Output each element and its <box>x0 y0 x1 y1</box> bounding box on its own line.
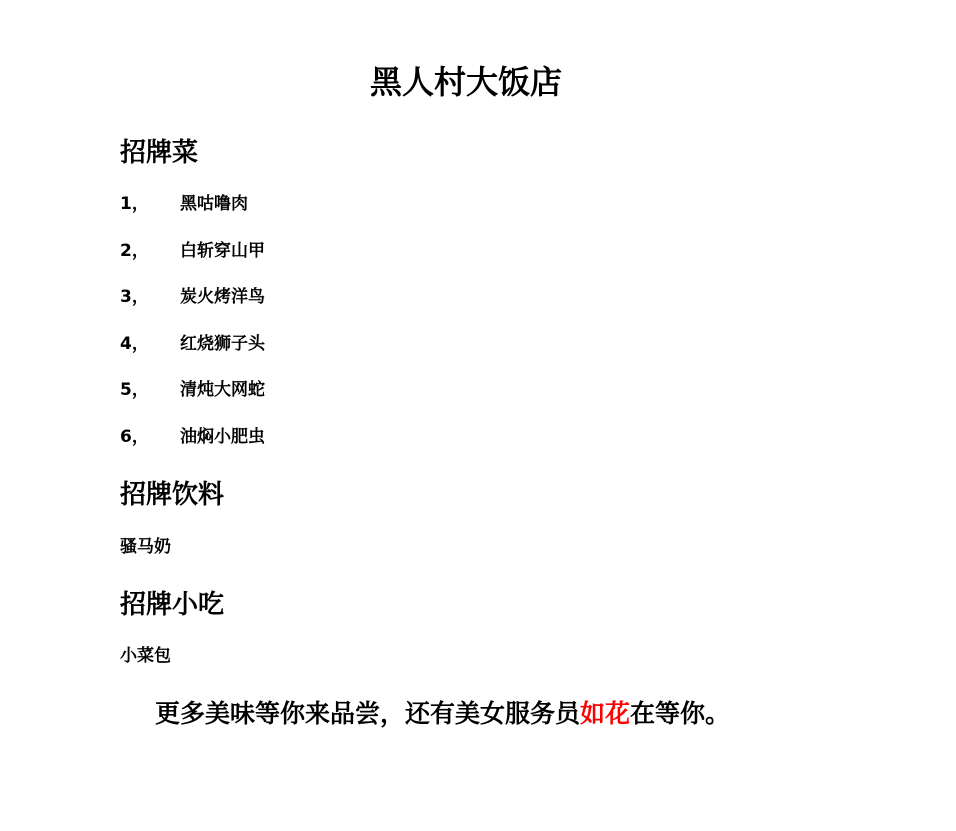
highlighted-name: 如花 <box>580 699 631 728</box>
list-item <box>120 425 265 472</box>
dish-number: 1， <box>120 194 149 214</box>
dish-name: 清炖大网蛇 <box>180 380 265 401</box>
list-item <box>120 332 265 379</box>
dish-number: 6， <box>120 426 149 447</box>
list-item <box>120 285 265 332</box>
closing-text-before: 更多美味等你来品尝，还有美女服务员 <box>155 699 581 728</box>
dish-name: 炭火烤洋鸟 <box>180 287 265 308</box>
dish-name: 黑咕噜肉 <box>180 194 248 214</box>
page-title: 黑人村大饭店 <box>369 63 562 101</box>
dish-number: 4， <box>120 333 149 354</box>
dish-number: 3， <box>120 287 149 308</box>
closing-text-after: 在等你。 <box>630 699 731 728</box>
closing-message <box>155 696 730 732</box>
signature-snack-item: 小菜包 <box>120 646 171 666</box>
list-item <box>120 239 265 286</box>
section-heading-signature-snacks: 招牌小吃 <box>120 590 225 620</box>
signature-drink-item: 骚马奶 <box>120 537 171 557</box>
dish-name: 油焖小肥虫 <box>180 426 265 447</box>
dish-name: 白斩穿山甲 <box>180 240 265 261</box>
signature-dish-list <box>120 192 265 472</box>
list-item <box>120 192 265 239</box>
list-item <box>120 378 265 425</box>
dish-number: 2， <box>120 240 149 261</box>
section-heading-signature-drinks: 招牌饮料 <box>120 480 225 510</box>
dish-name: 红烧狮子头 <box>180 333 265 354</box>
section-heading-signature-dishes: 招牌菜 <box>120 138 199 168</box>
dish-number: 5， <box>120 380 149 401</box>
